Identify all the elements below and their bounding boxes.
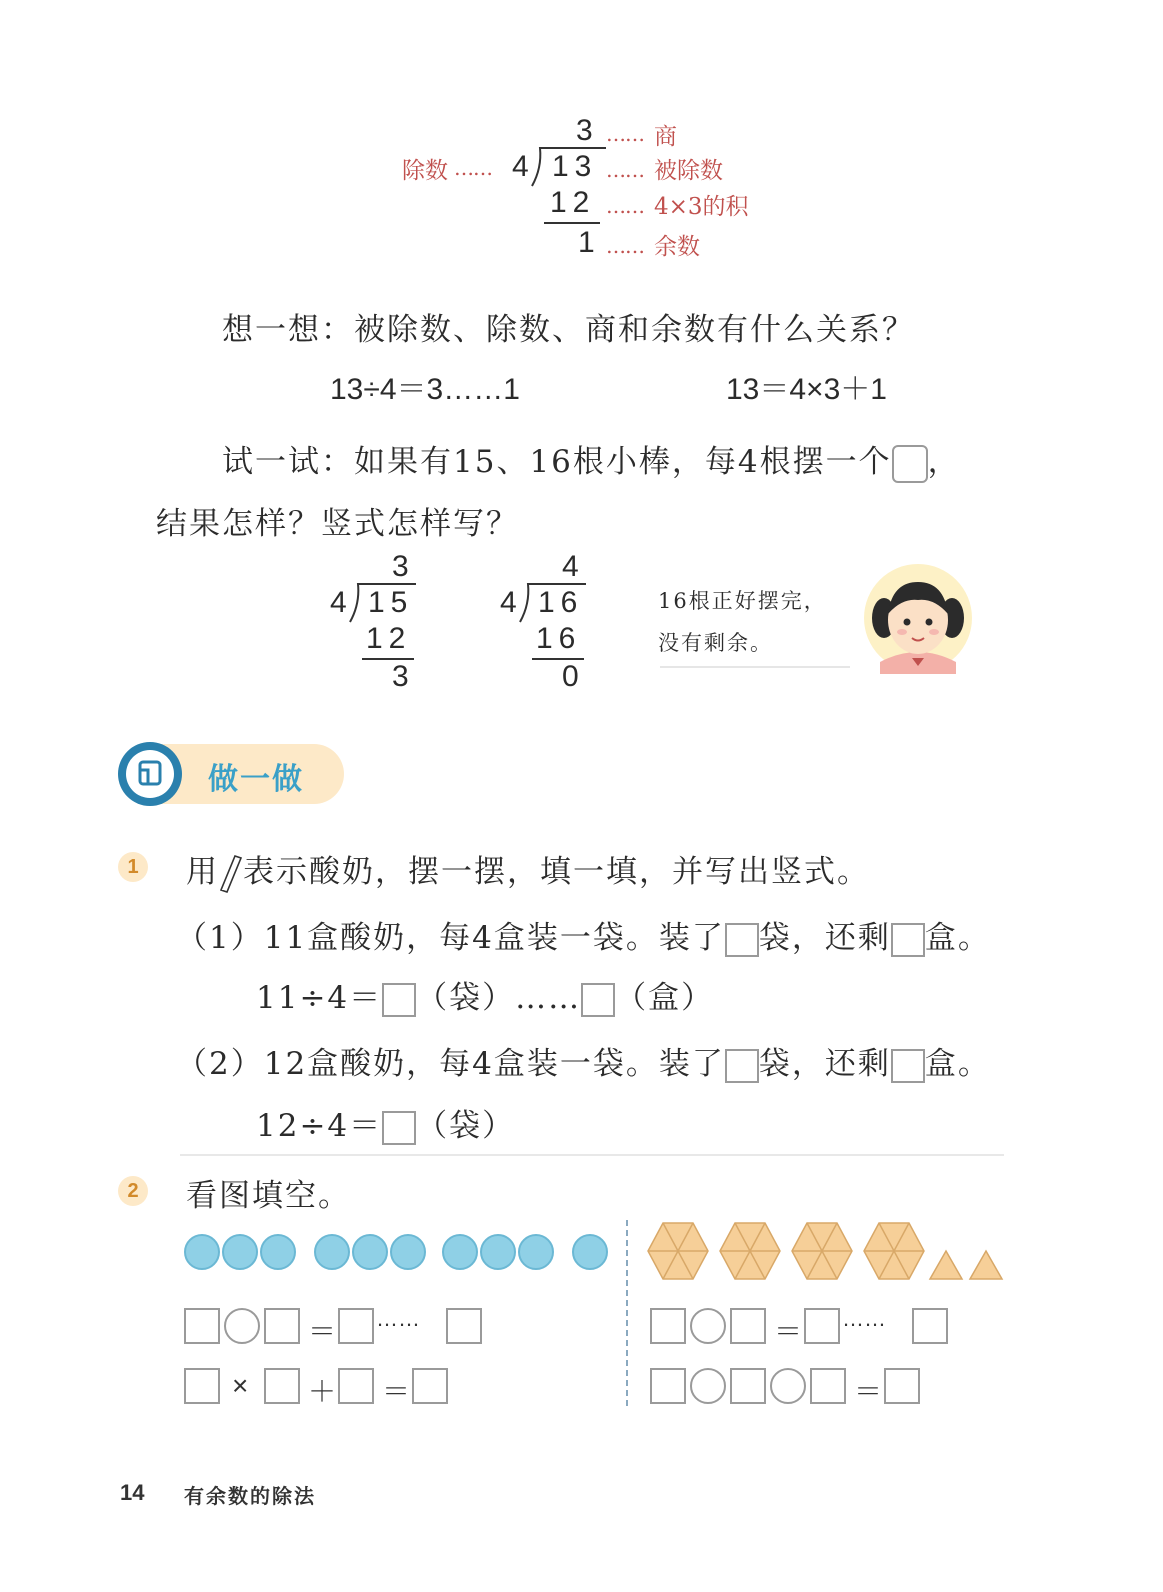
leader-dots: …… xyxy=(606,158,644,182)
divider xyxy=(180,1154,1004,1156)
speech-line-2: 没有剩余。 xyxy=(658,631,773,655)
remainder-value: 0 xyxy=(562,660,579,693)
label-quotient: 商 xyxy=(654,124,677,150)
hexagon-icon xyxy=(864,1223,924,1279)
answer-box[interactable] xyxy=(338,1368,374,1404)
remainder-dots: …… xyxy=(376,1306,420,1331)
ball xyxy=(480,1234,516,1270)
triangle-icon xyxy=(970,1251,1002,1279)
equals-sign: ＝ xyxy=(774,1316,803,1347)
product-value: 12 xyxy=(550,186,596,219)
equals-sign: ＝ xyxy=(382,1376,411,1407)
speech-underline xyxy=(660,666,850,668)
q1-p2-text-c: 盒。 xyxy=(924,1046,991,1082)
answer-box[interactable] xyxy=(650,1368,686,1404)
dividend-value: 13 xyxy=(552,150,598,183)
hexagon-icon xyxy=(792,1223,852,1279)
q1-part1-equation xyxy=(256,972,714,1017)
page-number: 14 xyxy=(120,1480,145,1505)
column-divider xyxy=(626,1220,628,1406)
remainder-dots: …… xyxy=(842,1306,886,1331)
remainder-value: 3 xyxy=(392,660,409,693)
answer-box[interactable] xyxy=(810,1368,846,1404)
ball xyxy=(518,1234,554,1270)
speech-bubble xyxy=(658,580,827,664)
label-divisor: 除数 xyxy=(402,158,448,184)
answer-box[interactable] xyxy=(412,1368,448,1404)
q1-p1-text-a: （1）11盒酸奶，每4盒装一袋。装了 xyxy=(176,920,725,956)
dividend-value: 15 xyxy=(368,586,414,619)
girl-avatar-icon xyxy=(862,562,974,674)
answer-box[interactable] xyxy=(884,1368,920,1404)
answer-box-quotient[interactable] xyxy=(382,983,416,1017)
answer-box[interactable] xyxy=(264,1308,300,1344)
times-sign: × xyxy=(232,1370,249,1401)
quotient-value: 4 xyxy=(562,550,579,583)
answer-box[interactable] xyxy=(892,445,928,483)
q1-p2-eq-b: （袋） xyxy=(416,1108,516,1144)
operator-circle[interactable] xyxy=(690,1368,726,1404)
answer-box[interactable] xyxy=(338,1308,374,1344)
triangle-icon xyxy=(930,1251,962,1279)
subtraction-line xyxy=(544,222,600,224)
dividend-value: 16 xyxy=(538,586,584,619)
divisor-value: 4 xyxy=(512,150,529,183)
try-text xyxy=(222,436,961,483)
label-dividend: 被除数 xyxy=(654,158,723,184)
think-equation-2: 13＝4×3＋1 xyxy=(726,373,887,406)
answer-box-bags[interactable] xyxy=(725,1049,759,1083)
q1-text-after: 表示酸奶，摆一摆，填一填，并写出竖式。 xyxy=(243,854,870,890)
product-value: 16 xyxy=(536,622,582,655)
leader-dots: …… xyxy=(454,156,492,180)
ball xyxy=(572,1234,608,1270)
ball xyxy=(260,1234,296,1270)
q1-instruction xyxy=(186,846,870,894)
q1-p1-eq-a: 11÷4＝ xyxy=(256,980,383,1016)
answer-box[interactable] xyxy=(184,1308,220,1344)
ball xyxy=(442,1234,478,1270)
hexagon-icon xyxy=(648,1223,708,1279)
question-number-1: 1 xyxy=(118,852,148,882)
q1-part2 xyxy=(176,1038,991,1083)
try-text-before: 试一试：如果有15、16根小棒，每4根摆一个 xyxy=(222,444,892,480)
operator-circle[interactable] xyxy=(770,1368,806,1404)
think-question: 想一想：被除数、除数、商和余数有什么关系？ xyxy=(222,312,915,348)
q1-p2-text-b: 袋，还剩 xyxy=(758,1046,891,1082)
product-value: 12 xyxy=(366,622,412,655)
question-number-2: 2 xyxy=(118,1176,148,1206)
q1-p2-text-a: （2）12盒酸奶，每4盒装一袋。装了 xyxy=(176,1046,725,1082)
answer-box[interactable] xyxy=(184,1368,220,1404)
answer-box[interactable] xyxy=(446,1308,482,1344)
think-equation-1: 13÷4＝3……1 xyxy=(330,373,520,406)
answer-box-remainder[interactable] xyxy=(581,983,615,1017)
leader-dots: …… xyxy=(606,194,644,218)
hexagon-triangle-figure xyxy=(646,1218,1006,1284)
quotient-value: 3 xyxy=(392,550,409,583)
leader-dots: …… xyxy=(606,122,644,146)
answer-box[interactable] xyxy=(912,1308,948,1344)
answer-box-remaining[interactable] xyxy=(891,1049,925,1083)
practice-icon xyxy=(116,740,184,808)
try-text-line2: 结果怎样？竖式怎样写？ xyxy=(156,506,519,542)
ball xyxy=(184,1234,220,1270)
q1-p1-text-c: 盒。 xyxy=(924,920,991,956)
answer-box-bags[interactable] xyxy=(725,923,759,957)
label-remainder: 余数 xyxy=(654,234,700,260)
equals-sign: ＝ xyxy=(308,1316,337,1347)
answer-box[interactable] xyxy=(804,1308,840,1344)
quotient-value: 3 xyxy=(576,114,593,147)
practice-banner-title: 做一做 xyxy=(208,762,304,797)
divisor-value: 4 xyxy=(500,586,517,619)
speech-line-1: 16根正好摆完， xyxy=(658,589,827,613)
answer-box[interactable] xyxy=(730,1308,766,1344)
answer-box[interactable] xyxy=(264,1368,300,1404)
ball xyxy=(390,1234,426,1270)
answer-box-quotient[interactable] xyxy=(382,1111,416,1145)
answer-box[interactable] xyxy=(730,1368,766,1404)
q1-text-before: 用 xyxy=(186,854,219,890)
hexagon-icon xyxy=(720,1223,780,1279)
q1-part2-equation xyxy=(256,1100,515,1145)
q2-instruction: 看图填空。 xyxy=(186,1178,351,1214)
ball xyxy=(314,1234,350,1270)
plus-sign: ＋ xyxy=(308,1376,337,1407)
ball xyxy=(352,1234,388,1270)
answer-box[interactable] xyxy=(650,1308,686,1344)
q1-p2-eq-a: 12÷4＝ xyxy=(256,1108,383,1144)
yogurt-stick-icon xyxy=(219,854,243,894)
q1-p1-text-b: 袋，还剩 xyxy=(758,920,891,956)
label-product: 4×3的积 xyxy=(654,194,749,220)
q1-p1-eq-c: （盒） xyxy=(615,980,715,1016)
divisor-value: 4 xyxy=(330,586,347,619)
equals-sign: ＝ xyxy=(854,1376,883,1407)
q1-p1-eq-b: （袋）…… xyxy=(416,980,582,1016)
try-text-after: ， xyxy=(927,444,961,480)
ball xyxy=(222,1234,258,1270)
remainder-value: 1 xyxy=(578,226,595,259)
q1-part1 xyxy=(176,912,991,957)
answer-box-remaining[interactable] xyxy=(891,923,925,957)
leader-dots: …… xyxy=(606,234,644,258)
operator-circle[interactable] xyxy=(690,1308,726,1344)
chapter-title: 有余数的除法 xyxy=(184,1484,316,1508)
operator-circle[interactable] xyxy=(224,1308,260,1344)
